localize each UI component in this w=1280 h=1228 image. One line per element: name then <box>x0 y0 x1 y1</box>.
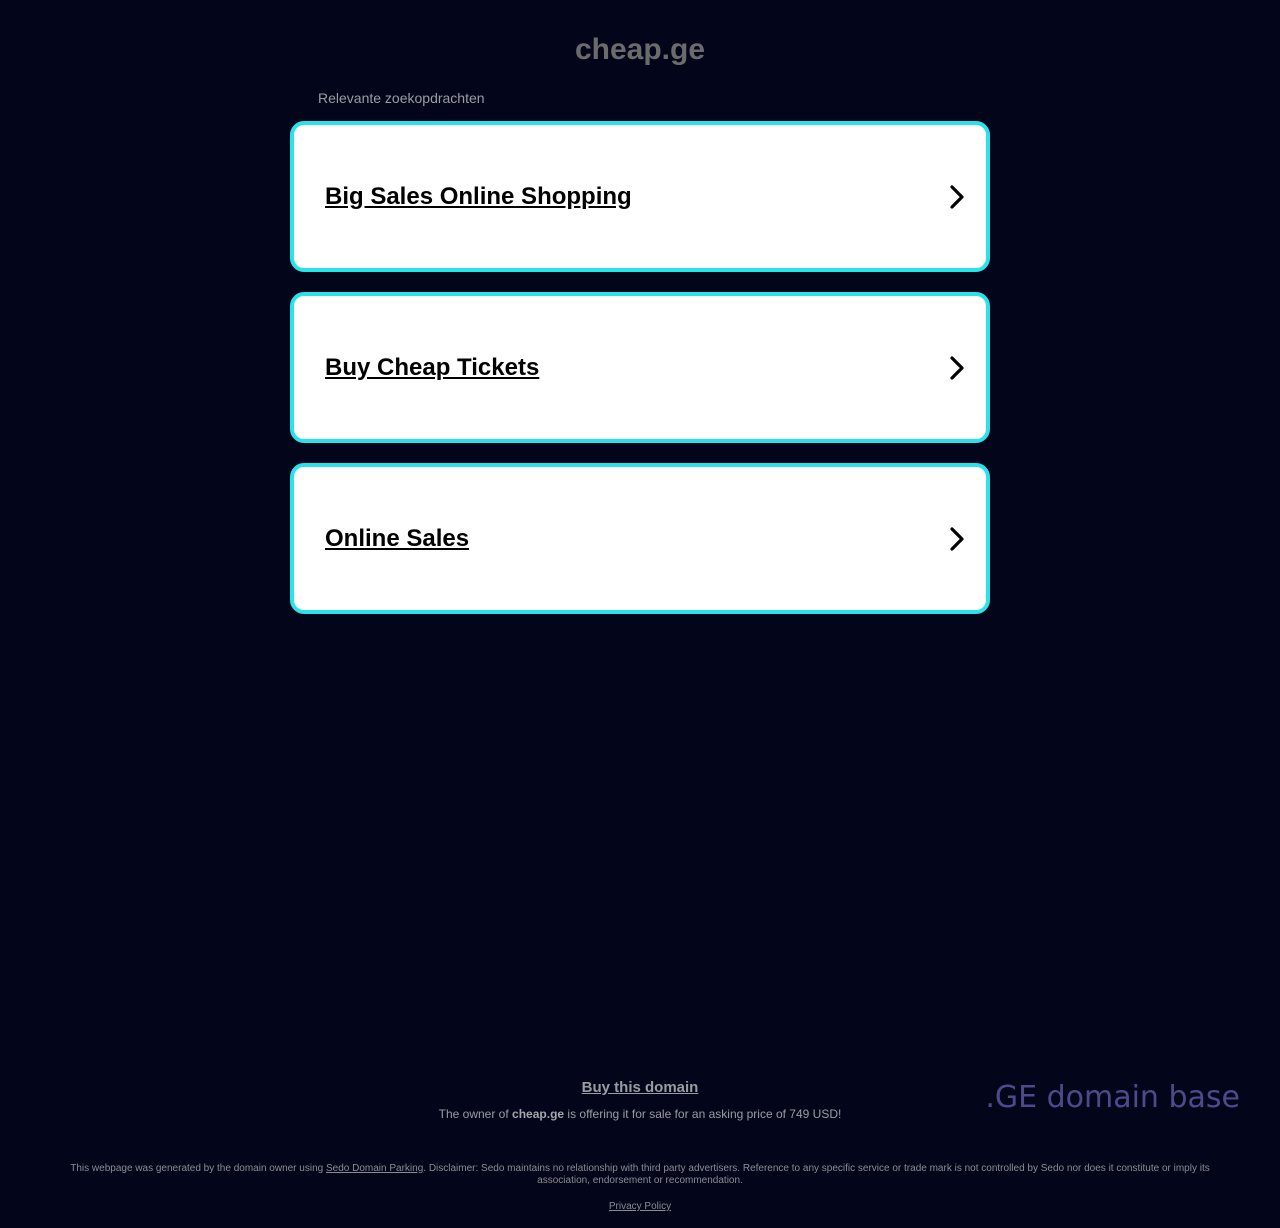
disclaimer <box>60 1163 1220 1187</box>
disclaimer-prefix: This webpage was generated by the domain owner using <box>70 1163 324 1174</box>
related-searches-list <box>290 121 990 634</box>
chevron-right-icon <box>946 526 968 552</box>
related-search-label: Online Sales <box>325 524 470 552</box>
owner-suffix: is offering it for sale for an asking price of 749 USD! <box>567 1107 842 1121</box>
related-search-big-sales-online-shopping[interactable] <box>290 121 990 272</box>
page-title: cheap.ge <box>574 33 706 66</box>
owner-prefix: The owner of <box>438 1107 509 1121</box>
buy-domain-link[interactable]: Buy this domain <box>581 1079 699 1096</box>
sedo-parking-link[interactable]: Sedo Domain Parking <box>325 1163 424 1174</box>
chevron-right-icon <box>946 355 968 381</box>
related-searches-heading: Relevante zoekopdrachten <box>318 90 485 106</box>
owner-domain: cheap.ge <box>512 1107 565 1121</box>
related-search-buy-cheap-tickets[interactable] <box>290 292 990 443</box>
related-search-online-sales[interactable] <box>290 463 990 614</box>
related-search-label: Big Sales Online Shopping <box>325 182 632 210</box>
chevron-right-icon <box>946 184 968 210</box>
privacy-policy-link[interactable]: Privacy Policy <box>608 1201 672 1212</box>
related-search-label: Buy Cheap Tickets <box>325 353 540 381</box>
privacy-section <box>0 1201 1280 1213</box>
ge-domain-base-logo[interactable]: .GE domain base <box>985 1080 1240 1115</box>
disclaimer-suffix: . Disclaimer: Sedo maintains no relationship with third party advertisers. Reference to any specific service or trade mark is not controlled by Sedo nor does it constitute or imply its association, endorsement or recommendation. <box>423 1163 1210 1186</box>
